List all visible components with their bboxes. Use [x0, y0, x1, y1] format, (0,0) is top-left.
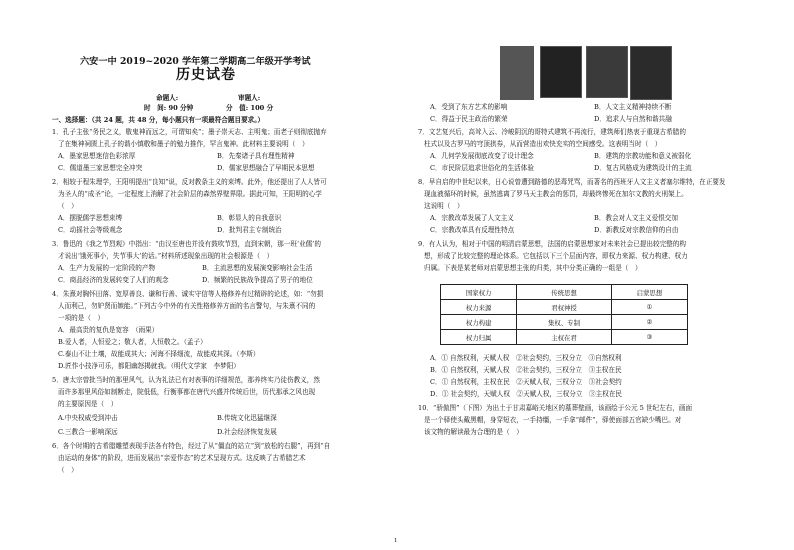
option: C．儒道墨三家思想完全冲突 [58, 164, 143, 172]
table-header: 启蒙思想 [611, 285, 687, 300]
table-cell: 君权神授 [517, 300, 612, 315]
option: C．动摇社会等级观念 [58, 226, 123, 234]
option: D.匠作小技净可乐，都阳幽怒揭就我。（明代文学家 李梦阳） [58, 362, 240, 370]
question-line: 而许多那里风俗如制断走，院低低，行衡事都在唐代兴盛并传统后世，历代那承之风也现 [58, 388, 316, 396]
option: C．① 自然权利，主权在民 ②天赋人权，三权分立 ③社会契约 [430, 378, 622, 386]
option: A．墨家思想迷信色彩浓厚 [58, 152, 136, 160]
option: D．新教反对宗教信仰的自由 [594, 226, 679, 234]
table-row [441, 300, 688, 315]
option: B．主流思想的发展演变影响社会生活 [202, 264, 313, 272]
question-line: 10．“骄傲图”（下图）为出土于甘肃嘉峪关地区的墓葬壁画，该画绘于公元 5 世纪左右，画面 [418, 404, 693, 412]
option: A．几何学发展彻底改变了设计理念 [430, 152, 534, 160]
question-line: 现血液循环的时候，虽然逃离了罗马天主教会的惩罚，却最终惨死在加尔文教的火刑架上。 [424, 190, 688, 198]
option: A．生产力发展的一定阶段的产物 [58, 264, 156, 272]
table-row [441, 315, 688, 330]
option: B．人文主义精神持续不断 [594, 103, 672, 111]
table-row [441, 330, 688, 345]
question-line: 想，形成了比较完整的理论体系。它包括以下三个层面内容，即权力来源、权力构建、权力 [424, 252, 688, 260]
question-line: 1．孔子主张“务民之义，敬鬼神而远之，可谓知矣”；墨子崇天志、主明鬼；而老子则彻底抛弃 [52, 128, 327, 136]
question-line: 人而利己，勿妒贤而嫉能。”下列古今中外的有关性格修养方面的名言警句，与朱熹不同的 [58, 302, 316, 310]
option: D．儒家思想融合了早期民本思想 [217, 164, 315, 172]
table-header: 国家权力 [441, 285, 517, 300]
question-line: 是一个驿使头戴黑帽，身穿短衣，一手持缰，一手拿“邮件”，驿使面部五官缺少嘴巴。对 [424, 416, 682, 424]
question-line: 为圣人的“成圣”论，一定程度上消解了社会阶层的森然界壁界限。据此可知，王阳明的心学 [58, 190, 322, 198]
question-line: 才说出‘饿死事小，失节事大’的话。”材料所述现象出现的社会根源是（ ） [58, 252, 274, 260]
option: C．宗教改革具有反理性特点 [430, 226, 515, 234]
question-line: 6．各个时期的古希腊雕塑表现手法各有特色，经过了从“僵直的站立”到“放松的右腿”，再到“自 [52, 442, 331, 450]
setter-label: 命题人: [156, 94, 179, 102]
question-line: 了在集神祠匮上孔子的谐小慎敬和墨子的勉力推作，罕言鬼神。此材料主要说明（ ） [58, 140, 309, 148]
question-line: 4．朱熹对胸怀田落、宽厚善良、谦和行善、诚实守信等人格修养有过精辟的论述，如：“勿损 [52, 290, 324, 298]
table-cell: ③ [611, 330, 687, 345]
question-line: 的主要原因是（ ） [58, 400, 118, 408]
option: A．宗教改革发展了人文主义 [430, 214, 514, 222]
question-line: 这说明（ ） [424, 202, 464, 210]
section-heading: 一、选择题：（共 24 题，共 48 分，每小题只有一项最符合题目要求。） [52, 116, 265, 124]
question-line: 2．相较于程朱理学，王阳明提出“良知”说，反对教条主义的束缚。此外，他还提出了人人皆可 [52, 178, 327, 186]
question-line: 由运动的身体”的阶段，进而发展出“亲爱作态”的艺术呈现方式。这反映了古希腊艺术 [58, 454, 306, 462]
question-line: 归属。下表是某老师对启蒙思想主张的归类，其中分类正确的一组是（ ） [424, 264, 642, 272]
option: B．彰显人的自我意识 [217, 214, 282, 222]
table-cell: 集权、专制 [517, 315, 612, 330]
school-title: 六安一中 2019~2020 学年第二学期高二年级开学考试 [80, 56, 311, 67]
table-cell: 权力归属 [441, 330, 517, 345]
question-line: 8．早自启的中世纪以来，日心说曾遭到路德的恶毒咒骂，而著名的西班牙人文主义者塞尔维特，在正要发 [418, 178, 726, 186]
option: D．批判君主专制统治 [217, 226, 282, 234]
question-line: 7．文艺复兴后，高耸入云、冷峻阴沉的哥特式建筑不再流行，建筑师们热衷于重现古希腊的 [418, 128, 686, 136]
sculpture-image-1 [500, 46, 534, 100]
table-cell: ① [611, 300, 687, 315]
table-header-row [441, 285, 688, 300]
option: C.泰山不让土壤，故能成其大；河海不择细流，故能成其深。（李斯） [58, 350, 260, 358]
question-line: 一项的是（ ） [58, 314, 105, 322]
exam-time: 时 间: 90 分钟 [144, 104, 194, 112]
option: B.爱人者，人恒爱之；敬人者，人恒敬之。（孟子） [58, 338, 207, 346]
option: C．商品经济的发展转变了人们的观念 [58, 276, 169, 284]
option: B．教会对人文主义爱恨交加 [594, 214, 678, 222]
option: B．① 自然权利，天赋人权 ②社会契约，三权分立 ③主权在民 [430, 366, 622, 374]
subject-title: 历史试卷 [176, 67, 236, 83]
option: D．复古风格成为建筑设计的主流 [594, 164, 692, 172]
page-number: 1 [394, 538, 398, 544]
option: B．建筑的宗教功能和意义被弱化 [594, 152, 692, 160]
sculpture-image-3 [586, 46, 628, 98]
option: D．追求人与自然和谐共融 [594, 115, 672, 123]
question-line: （ ） [58, 466, 78, 474]
option: A．摆脱儒学思想束缚 [58, 214, 123, 222]
enlightenment-table [440, 284, 688, 345]
question-line: 9．有人认为，相对于中国的明清启蒙思想，法国的启蒙思想家对未来社会已提出较完整的构 [418, 240, 686, 248]
table-cell: 权力来源 [441, 300, 517, 315]
table-cell: 主权在君 [517, 330, 612, 345]
option: C．市民阶层追求世俗化的生活体验 [430, 164, 534, 172]
question-line: 柱式以及古罗马的穹顶拱券，从而营造出欢快充实的空间感受。这表明当时（ ） [424, 140, 662, 148]
option: C．得益于民主政治的繁荣 [430, 115, 508, 123]
option: D.社会经济恢复发展 [217, 428, 277, 436]
question-line: 3．鲁迅的《我之节烈观》中指出：“由汉至唐也并没有鼓吹节烈，直到宋朝，那一班‘业儒’的 [52, 240, 321, 248]
option: B．先秦诸子具有理性精神 [217, 152, 295, 160]
option: A.中央权威受到冲击 [58, 414, 118, 422]
sculpture-image-2 [540, 46, 582, 98]
table-cell: 权力构建 [441, 315, 517, 330]
reviewer-label: 审题人: [238, 94, 261, 102]
table-header: 传统思想 [517, 285, 612, 300]
option: D．频繁的民族战争提高了男子的地位 [202, 276, 313, 284]
option: A．① 自然权利，天赋人权 ②社会契约，三权分立 ③自然权利 [430, 354, 622, 362]
question-line: 该文物的解读最为合理的是（ ） [424, 428, 523, 436]
option: D．① 社会契约，天赋人权 ②天赋人权，三权分立 ③主权在民 [430, 390, 623, 398]
option: A．受到了东方艺术的影响 [430, 103, 508, 111]
option: A．最高贵的复仇是宽容 （雨果） [58, 326, 159, 334]
table-cell: ② [611, 315, 687, 330]
sculpture-image-4 [630, 46, 672, 100]
option: C.三教合一影响深远 [58, 428, 118, 436]
question-line: （ ） [58, 202, 78, 210]
question-line: 5．唐太宗曾批当时的那里风气，认为礼法已有对表事的详细规范，那养终实乃徒伤教义，然 [52, 376, 320, 384]
exam-score: 分 值: 100 分 [226, 104, 274, 112]
option: B.传统文化迅猛继深 [217, 414, 277, 422]
